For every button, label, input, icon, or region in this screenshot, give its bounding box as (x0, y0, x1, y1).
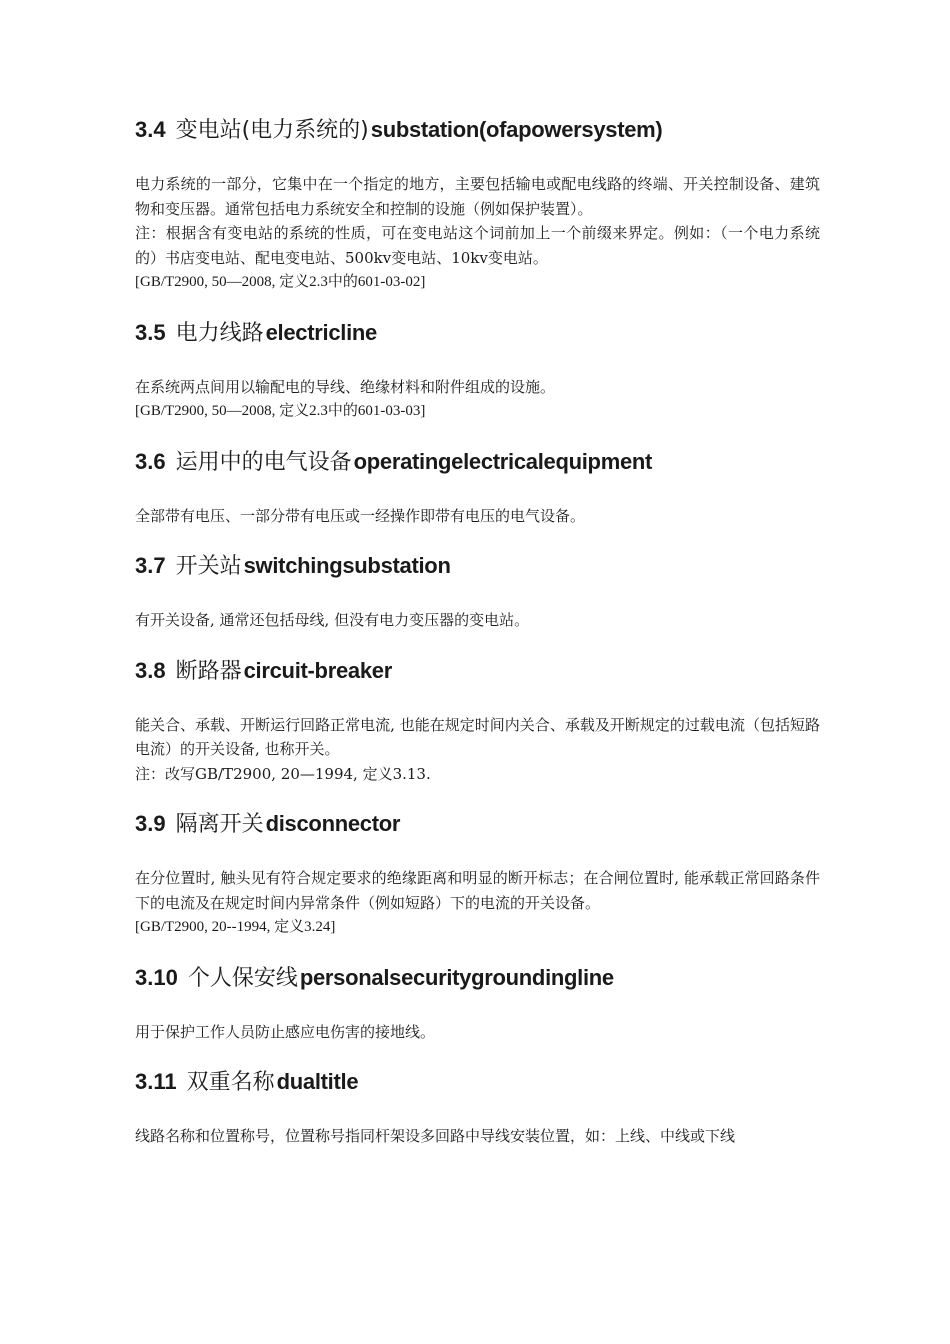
section-note: 注：改写GB/T2900, 20—1994, 定义3.13. (135, 764, 431, 783)
section-paragraph: 线路名称和位置称号，位置称号指同杆架设多回路中导线安装位置，如：上线、中线或下线 (135, 1127, 736, 1145)
section-title-cn: 个人保安线 (187, 965, 298, 991)
section-title-cn: 隔离开关 (175, 812, 264, 837)
section-paragraph: 有开关设备, 通常还包括母线, 但没有电力变压器的变电站。 (135, 611, 530, 629)
section-title-en: disconnector (265, 811, 401, 836)
section-heading (135, 1064, 820, 1100)
section-number: 3.8 (135, 657, 166, 683)
section-heading (135, 315, 820, 351)
section-reference: [GB/T2900, 50—2008, 定义2.3中的601-03-03] (135, 403, 426, 419)
section-paragraph: 在系统两点间用以输配电的导线、绝缘材料和附件组成的设施。 (135, 377, 556, 396)
section-title-en: dualtitle (276, 1069, 359, 1094)
section-3-11 (135, 1064, 820, 1149)
section-3-8 (135, 653, 820, 787)
section-title-cn: 双重名称 (186, 1070, 275, 1095)
section-heading (135, 548, 820, 584)
section-paragraph: 电力系统的一部分，它集中在一个指定的地方，主要包括输电或配电线路的终端、开关控制设备、建筑物和变压器。通常包括电力系统安全和控制的设施（例如保护装置）。 (135, 175, 820, 218)
section-title-cn: 断路器 (175, 658, 242, 684)
section-heading (135, 960, 820, 996)
section-title-en: personalsecuritygroundingline (299, 964, 614, 990)
section-heading (135, 653, 820, 689)
section-heading (135, 444, 820, 480)
section-number: 3.10 (135, 964, 178, 990)
section-paragraph: 能关合、承载、开断运行回路正常电流, 也能在规定时间内关合、承载及开断规定的过载电流（包括短路电流）的开关设备, 也称开关。 (135, 715, 820, 758)
section-heading (135, 806, 820, 842)
section-3-5 (135, 315, 820, 424)
section-title-cn: 运用中的电气设备 (175, 449, 352, 475)
section-3-9 (135, 806, 820, 940)
section-number: 3.5 (135, 319, 166, 345)
section-number: 3.9 (135, 811, 166, 836)
section-paragraph: 全部带有电压、一部分带有电压或一经操作即带有电压的电气设备。 (135, 506, 586, 525)
section-number: 3.7 (135, 553, 166, 578)
section-title-en: circuit-breaker (243, 657, 392, 683)
section-reference: [GB/T2900, 20--1994, 定义3.24] (135, 919, 336, 935)
section-title-cn: 电力线路 (175, 320, 264, 346)
section-number: 3.6 (135, 448, 166, 474)
section-title-en: operatingelectricalequipment (353, 448, 653, 474)
section-title-cn: 变电站(电力系统的) (175, 118, 369, 143)
section-paragraph: 在分位置时, 触头见有符合规定要求的绝缘距离和明显的断开标志；在合闸位置时, 能承载正常回路条件下的电流及在规定时间内异常条件（例如短路）下的电流的开关设备。 (135, 869, 820, 912)
section-number: 3.11 (135, 1069, 177, 1094)
section-note: 注：根据含有变电站的系统的性质，可在变电站这个词前加上一个前缀来界定。例如：（一个电力系统的）书店变电站、配电变电站、500kv变电站、10kv变电站。 (135, 224, 820, 267)
section-title-en: substation(ofapowersystem) (370, 117, 663, 142)
section-heading (135, 112, 820, 148)
section-3-6 (135, 444, 820, 529)
section-title-en: electricline (265, 319, 377, 345)
document-page (135, 112, 820, 1149)
section-reference: [GB/T2900, 50—2008, 定义2.3中的601-03-02] (135, 274, 426, 290)
section-number: 3.4 (135, 117, 166, 142)
section-title-en: switchingsubstation (243, 553, 451, 578)
section-3-10 (135, 960, 820, 1045)
section-paragraph: 用于保护工作人员防止感应电伤害的接地线。 (135, 1022, 436, 1041)
section-3-7 (135, 548, 820, 633)
section-title-cn: 开关站 (175, 554, 242, 579)
section-3-4 (135, 112, 820, 295)
